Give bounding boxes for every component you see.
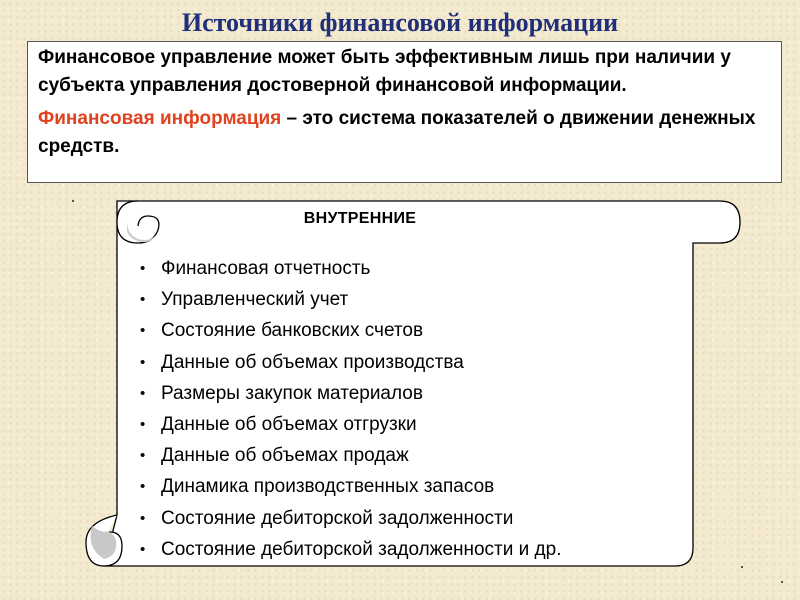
bullet: • (140, 478, 146, 496)
list-item: • Состояние дебиторской задолженности (140, 503, 561, 534)
decorative-dot (781, 581, 783, 583)
bullet: • (140, 260, 146, 277)
bullet: • (140, 322, 146, 340)
list-item: • Управленческий учет (140, 284, 561, 315)
bullet: • (140, 540, 146, 558)
decorative-dot (741, 566, 743, 568)
list-item: • Финансовая отчетность (140, 253, 561, 284)
bullet: • (140, 291, 146, 309)
bullet: • (140, 353, 146, 371)
list-item: • Состояние дебиторской задолженности и др. (140, 534, 561, 565)
bullet: • (140, 447, 146, 465)
list-item: • Данные об объемах продаж (140, 440, 561, 471)
list-item: • Состояние банковских счетов (140, 315, 561, 346)
bullet: • (140, 384, 146, 402)
list-item: • Данные об объемах отгрузки (140, 409, 561, 440)
term-definition: – это система показателей о движении денежных средств. (38, 108, 756, 157)
bullet: • (140, 416, 146, 434)
list-item: • Размеры закупок материалов (140, 378, 561, 409)
list-item: • Данные об объемах производства (140, 347, 561, 378)
term-highlight: Финансовая информация (38, 108, 282, 129)
slide-title: Источники финансовой информации (181, 8, 619, 37)
definition-paragraph: Финансовое управление может быть эффективным лишь при наличии у субъекта управления достоверной финансовой информации. (38, 47, 731, 96)
decorative-dot (72, 200, 74, 202)
internal-sources-heading: ВНУТРЕННИЕ (303, 210, 417, 227)
bullet: • (140, 509, 146, 527)
list-item: • Динамика производственных запасов (140, 471, 561, 502)
internal-sources-list (140, 253, 561, 565)
